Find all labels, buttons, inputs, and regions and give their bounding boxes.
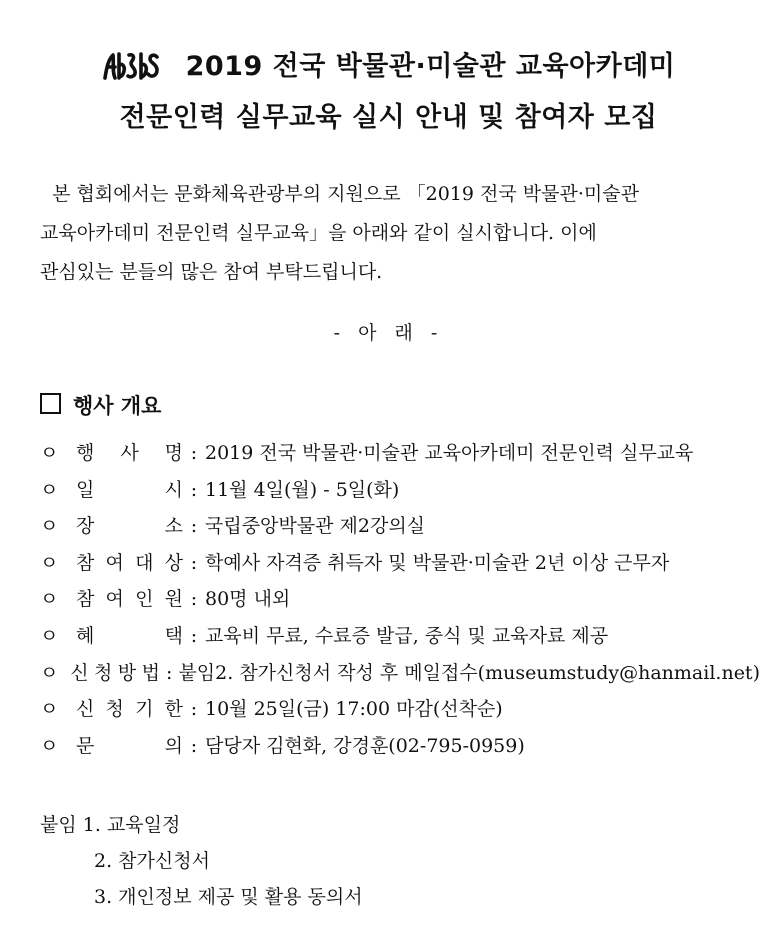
overview-row: [40, 691, 760, 728]
overview-value: 국립중앙박물관 제2강의실: [205, 515, 426, 538]
bullet-circle-icon: ㅇ: [40, 588, 59, 611]
bullet-circle-icon: ㅇ: [40, 734, 59, 757]
label-char: 대: [135, 551, 154, 574]
page-title-line-2: 전문인력 실무교육 실시 안내 및 참여자 모집: [119, 102, 658, 133]
attachments: [40, 807, 363, 915]
overview-value: 담당자 김현화, 강경훈(02-795-0959): [205, 734, 525, 757]
attachment-item: [40, 843, 363, 879]
separator-heading: - 아 래 -: [333, 322, 444, 344]
label-colon: :: [166, 661, 173, 684]
label-char: 일: [76, 478, 95, 501]
attachment-item: [40, 807, 363, 843]
label-char: 원: [164, 588, 183, 611]
attachment-label: 2. 참가신청서: [94, 850, 210, 872]
page-title-line-1: 2019 전국 박물관·미술관 교육아카데미: [185, 51, 676, 82]
label-colon: :: [190, 551, 198, 574]
overview-label: [76, 728, 183, 765]
label-char: 신: [70, 661, 89, 684]
attachment-label: 1. 교육일정: [82, 814, 181, 836]
intro-line-1: 본 협회에서는 문화체육관광부의 지원으로 「2019 전국 박물관·미술관: [52, 183, 639, 205]
overview-label: [76, 508, 183, 545]
bullet-circle-icon: ㅇ: [40, 478, 59, 501]
bullet-circle-icon: ㅇ: [40, 515, 59, 538]
bullet-circle-icon: ㅇ: [40, 442, 59, 464]
label-char: 청: [105, 698, 124, 721]
overview-row: [40, 728, 760, 765]
overview-row: [40, 655, 760, 692]
label-char: 방: [117, 661, 137, 684]
overview-label: [76, 618, 183, 655]
label-char: 참: [76, 551, 95, 574]
overview-row: [40, 618, 760, 655]
label-char: 기: [135, 698, 154, 721]
title-line-1: [0, 44, 777, 88]
section-heading: [40, 390, 161, 420]
label-char: 소: [164, 515, 183, 538]
intro-paragraph: [40, 175, 748, 292]
overview-row: [40, 508, 760, 545]
label-char: 신: [76, 698, 95, 721]
overview-value: 학예사 자격증 취득자 및 박물관·미술관 2년 이상 근무자: [205, 551, 670, 574]
label-colon: :: [190, 442, 198, 464]
association-logo-icon: [102, 51, 160, 88]
label-char: 법: [141, 661, 160, 684]
label-char: 시: [164, 478, 183, 501]
overview-row: [40, 435, 760, 472]
label-char: 문: [76, 734, 95, 757]
label-char: 여: [105, 588, 124, 611]
overview-label: [76, 435, 183, 472]
overview-label: [70, 655, 160, 692]
intro-line-2: 교육아카데미 전문인력 실무교육」을 아래와 같이 실시합니다. 이에: [40, 222, 597, 244]
overview-value: 교육비 무료, 수료증 발급, 중식 및 교육자료 제공: [205, 624, 609, 647]
checkbox-square-icon: [40, 393, 61, 414]
bullet-circle-icon: ㅇ: [40, 551, 59, 574]
overview-value: 붙임2. 참가신청서 작성 후 메일접수(museumstudy@hanmail.net): [178, 661, 760, 684]
label-char: 참: [76, 588, 95, 611]
overview-label: [76, 581, 183, 618]
label-char: 인: [135, 588, 154, 611]
label-char: 한: [164, 698, 183, 721]
overview-row: [40, 545, 760, 582]
intro-line-3: 관심있는 분들의 많은 참여 부탁드립니다.: [40, 261, 383, 283]
label-colon: :: [190, 478, 198, 501]
label-colon: :: [190, 698, 198, 721]
overview-list: [40, 435, 760, 764]
label-char: 행: [76, 442, 95, 464]
label-colon: :: [190, 588, 198, 611]
label-char: 청: [94, 661, 113, 684]
label-colon: :: [190, 515, 198, 538]
attachment-label: 3. 개인정보 제공 및 활용 동의서: [94, 886, 363, 908]
overview-row: [40, 581, 760, 618]
overview-value: 80명 내외: [205, 588, 291, 611]
label-char: 사: [120, 442, 139, 464]
label-colon: :: [190, 624, 198, 647]
label-char: 장: [76, 515, 95, 538]
overview-value: 2019 전국 박물관·미술관 교육아카데미 전문인력 실무교육: [205, 442, 694, 464]
label-char: 혜: [76, 624, 95, 647]
bullet-circle-icon: ㅇ: [40, 661, 59, 684]
attachments-prefix: 붙임: [40, 814, 77, 836]
label-char: 상: [164, 551, 183, 574]
overview-label: [76, 472, 183, 509]
overview-label: [76, 545, 183, 582]
label-colon: :: [190, 734, 198, 757]
overview-value: 10월 25일(금) 17:00 마감(선착순): [205, 698, 503, 721]
label-char: 택: [164, 624, 183, 647]
label-char: 명: [164, 442, 183, 464]
label-char: 여: [105, 551, 124, 574]
attachment-item: [40, 879, 363, 915]
section-title: 행사 개요: [73, 394, 162, 418]
overview-value: 11월 4일(월) - 5일(화): [205, 478, 400, 501]
label-char: 의: [164, 734, 183, 757]
overview-row: [40, 472, 760, 509]
bullet-circle-icon: ㅇ: [40, 624, 59, 647]
bullet-circle-icon: ㅇ: [40, 698, 59, 721]
overview-label: [76, 691, 183, 728]
